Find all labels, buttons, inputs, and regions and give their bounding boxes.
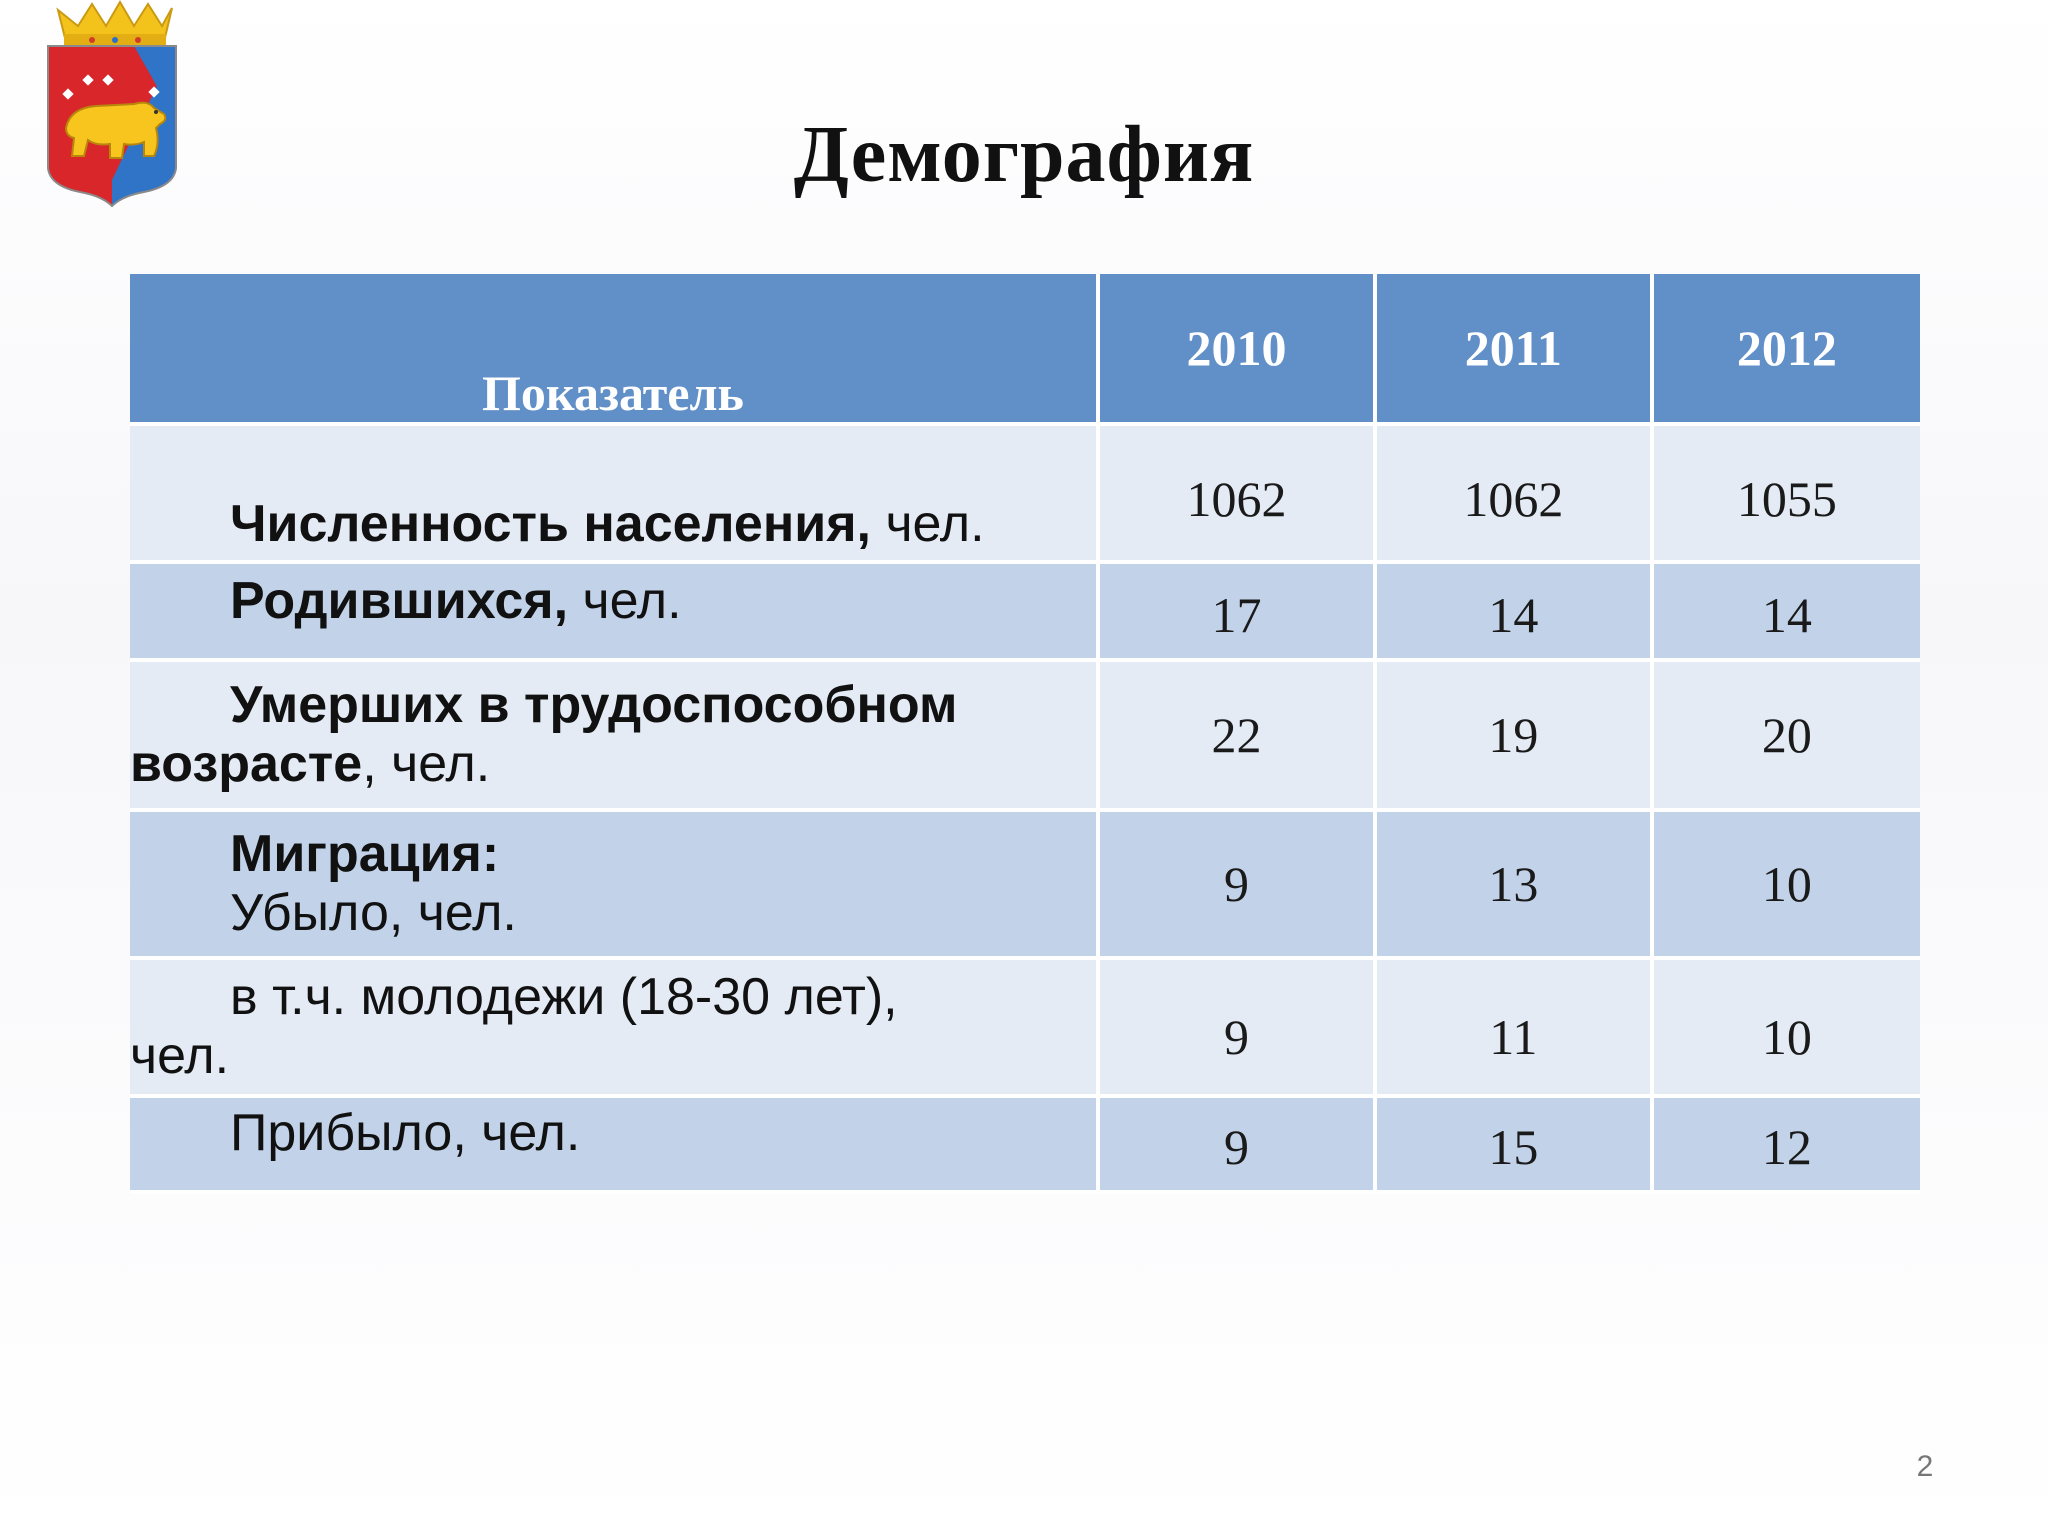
cell-value: 13 xyxy=(1377,812,1654,960)
crown-icon xyxy=(58,2,172,46)
row-label-unit: чел. xyxy=(871,495,985,554)
row-label-bold: Численность населения, xyxy=(230,495,871,554)
header-indicator: Показатель xyxy=(130,274,1100,426)
header-year: 2011 xyxy=(1377,274,1654,426)
page-number: 2 xyxy=(1916,1450,1934,1483)
row-label-line2: Убыло, чел. xyxy=(230,884,517,942)
demography-table xyxy=(130,274,1920,1194)
cell-value: 20 xyxy=(1654,662,1920,812)
row-label-bold-line1: Умерших в трудоспособном xyxy=(230,676,958,735)
row-label-bold: Миграция: xyxy=(230,825,500,884)
cell-value: 15 xyxy=(1377,1098,1654,1194)
cell-value: 10 xyxy=(1654,812,1920,960)
cell-value: 14 xyxy=(1654,564,1920,662)
cell-value: 9 xyxy=(1100,812,1377,960)
cell-value: 11 xyxy=(1377,960,1654,1098)
cell-value: 12 xyxy=(1654,1098,1920,1194)
row-label xyxy=(130,1098,1100,1194)
table-row xyxy=(130,812,1920,960)
row-label xyxy=(130,662,1100,812)
cell-value: 19 xyxy=(1377,662,1654,812)
cell-value: 9 xyxy=(1100,960,1377,1098)
table-header-row xyxy=(130,274,1920,426)
table-row xyxy=(130,426,1920,564)
cell-value: 1055 xyxy=(1654,426,1920,564)
cell-value: 14 xyxy=(1377,564,1654,662)
table-row xyxy=(130,662,1920,812)
row-label-line1: Прибыло, чел. xyxy=(230,1104,581,1162)
row-label-unit: чел. xyxy=(568,572,682,630)
cell-value: 10 xyxy=(1654,960,1920,1098)
row-label xyxy=(130,564,1100,662)
row-label-unit: , чел. xyxy=(362,735,491,793)
cell-value: 9 xyxy=(1100,1098,1377,1194)
row-label xyxy=(130,812,1100,960)
row-label-bold-line2: возрасте xyxy=(130,735,363,793)
row-label-bold: Родившихся, xyxy=(230,572,569,630)
cell-value: 17 xyxy=(1100,564,1377,662)
table-row xyxy=(130,1098,1920,1194)
table-row xyxy=(130,960,1920,1098)
row-label xyxy=(130,426,1100,564)
header-year: 2010 xyxy=(1100,274,1377,426)
cell-value: 1062 xyxy=(1100,426,1377,564)
table-row xyxy=(130,564,1920,662)
header-year: 2012 xyxy=(1654,274,1920,426)
slide-title: Демография xyxy=(793,111,1255,199)
cell-value: 22 xyxy=(1100,662,1377,812)
cell-value: 1062 xyxy=(1377,426,1654,564)
row-label-line1: в т.ч. молодежи (18-30 лет), xyxy=(230,968,898,1027)
row-label-line2: чел. xyxy=(130,1027,230,1085)
row-label xyxy=(130,960,1100,1098)
